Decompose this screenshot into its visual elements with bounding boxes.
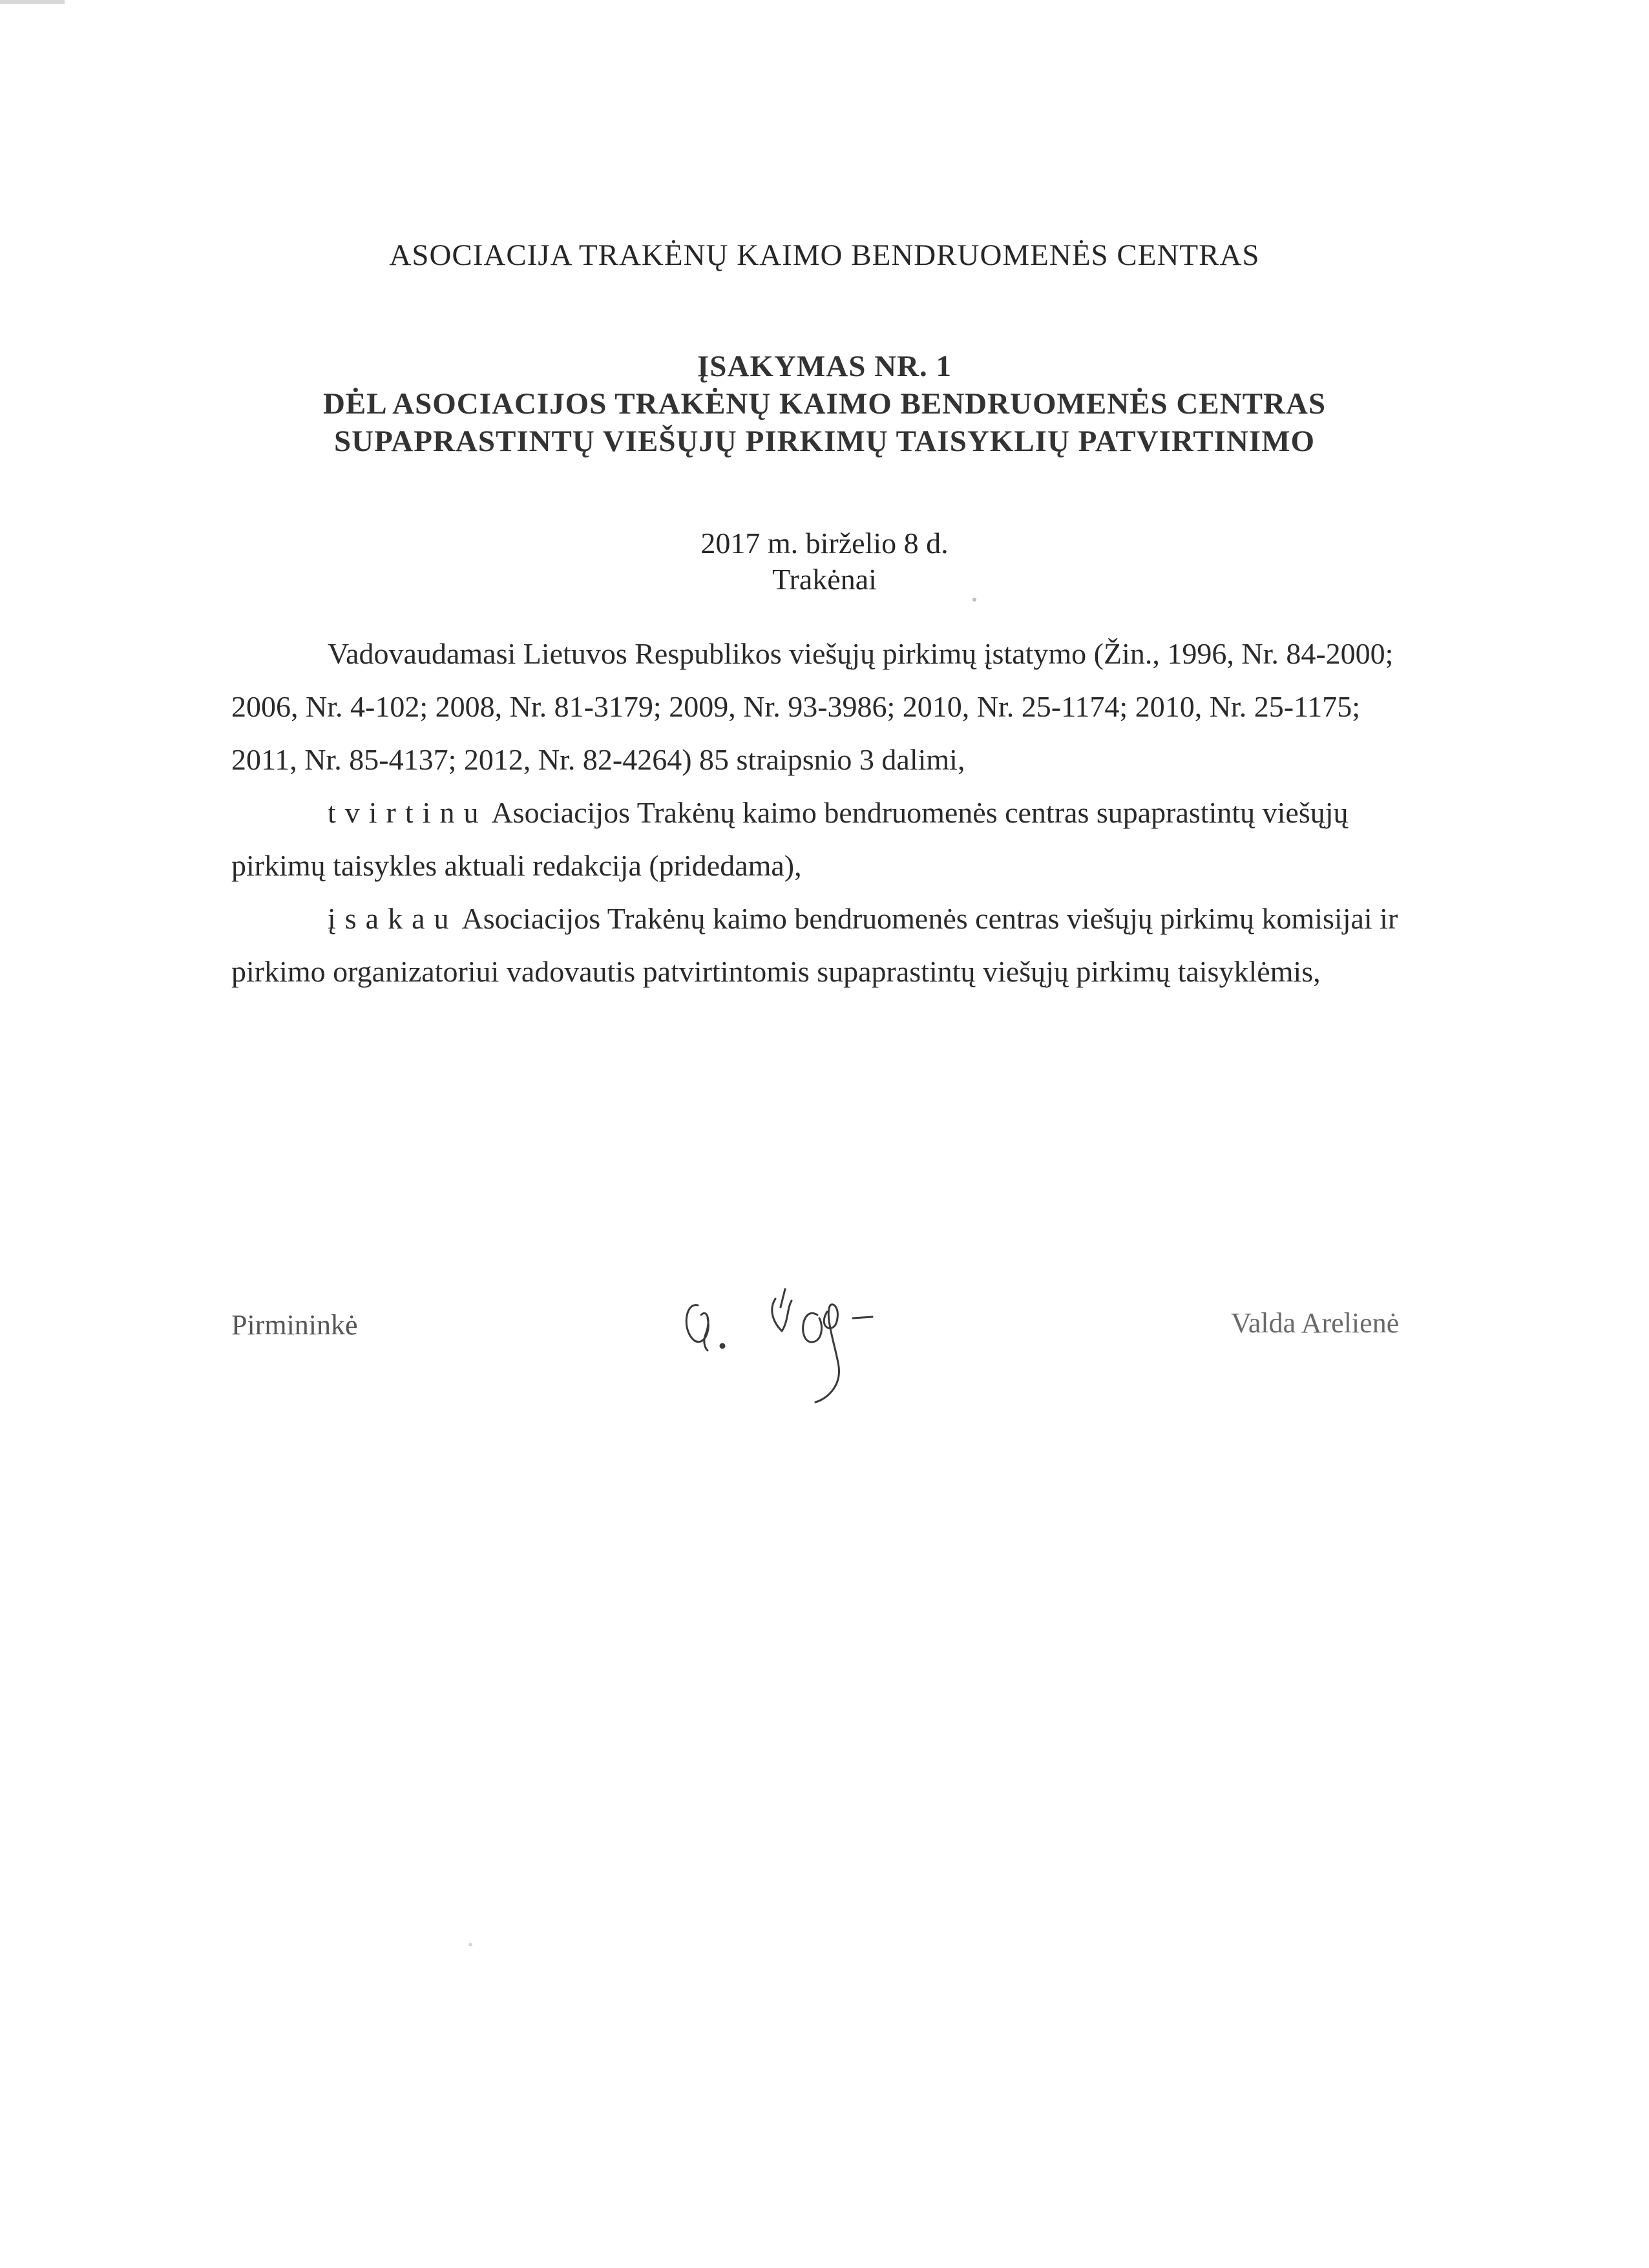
body-line: 2011, Nr. 85-4137; 2012, Nr. 82-4264) 85 straipsnio 3 dalimi, — [231, 743, 965, 776]
approval-clause — [328, 795, 1349, 830]
scan-artifact — [0, 0, 65, 4]
document-date: 2017 m. birželio 8 d. — [700, 527, 949, 560]
document-place: Trakėnai — [772, 563, 877, 596]
body-line: pirkimo organizatoriui vadovautis patvirtintomis supaprastintų viešųjų pirkimų taisyklėmis, — [231, 955, 1321, 988]
approval-text: Asociacijos Trakėnų kaimo bendruomenės centras supaprastintų viešųjų — [491, 796, 1349, 829]
order-subject-line2: SUPAPRASTINTŲ VIEŠŲJŲ PIRKIMŲ TAISYKLIŲ PATVIRTINIMO — [334, 425, 1315, 458]
scan-speck — [972, 598, 976, 602]
signatory-name: Valda Arelienė — [1231, 1307, 1400, 1339]
body-line: 2006, Nr. 4-102; 2008, Nr. 81-3179; 2009, Nr. 93-3986; 2010, Nr. 25-1174; 2010, Nr. 25-1175; — [231, 690, 1361, 723]
organization-name: ASOCIACIJA TRAKĖNŲ KAIMO BENDRUOMENĖS CENTRAS — [389, 238, 1260, 272]
scan-speck — [468, 1943, 472, 1946]
body-line: Vadovaudamasi Lietuvos Respublikos viešųjų pirkimų įstatymo (Žin., 1996, Nr. 84-2000; — [328, 637, 1394, 670]
handwritten-signature — [672, 1270, 943, 1412]
approval-verb: tvirtinu — [328, 796, 488, 829]
order-number: ĮSAKYMAS NR. 1 — [697, 350, 952, 383]
order-subject-line1: DĖL ASOCIACIJOS TRAKĖNŲ KAIMO BENDRUOMENĖS CENTRAS — [322, 387, 1327, 421]
body-line: pirkimų taisykles aktuali redakcija (pridedama), — [231, 849, 802, 882]
order-clause — [328, 901, 1398, 936]
order-text: Asociacijos Trakėnų kaimo bendruomenės centras viešųjų pirkimų komisijai ir — [461, 902, 1398, 935]
order-verb: įsakau — [328, 902, 458, 935]
signatory-title: Pirmininkė — [231, 1309, 358, 1341]
